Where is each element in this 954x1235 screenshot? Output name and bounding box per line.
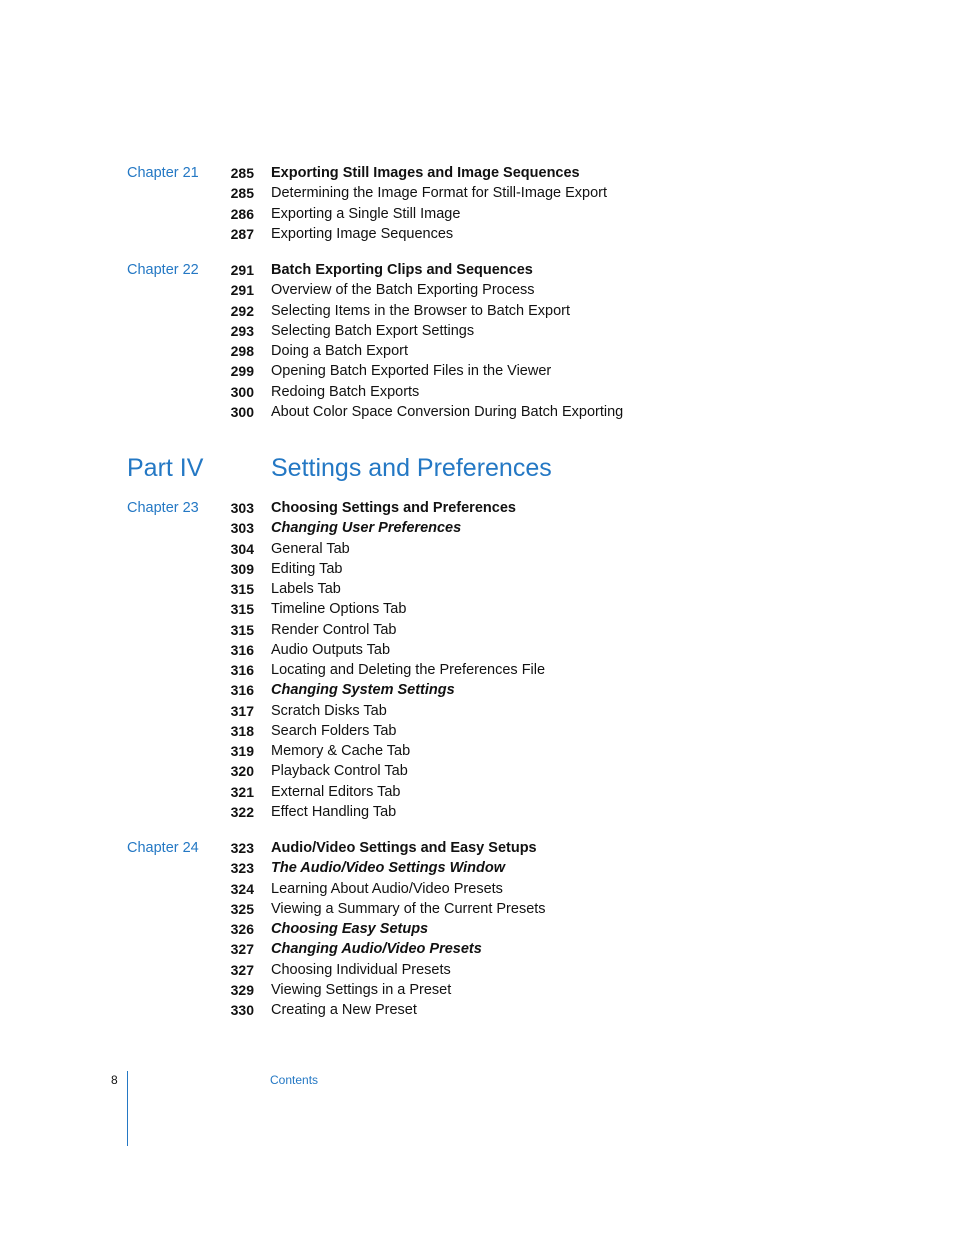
toc-chapter-23 — [0, 498, 954, 822]
entry-title: Exporting Still Images and Image Sequences — [271, 165, 580, 181]
entry-page-number: 285 — [230, 165, 254, 181]
entry-title: Selecting Batch Export Settings — [271, 322, 475, 339]
entry-title: Viewing Settings in a Preset — [271, 981, 452, 998]
entry-title: Effect Handling Tab — [271, 803, 397, 820]
entry-page-number: 327 — [230, 961, 254, 978]
entry-page-number: 285 — [230, 185, 254, 202]
entry-title: Playback Control Tab — [271, 763, 408, 780]
toc-entry[interactable] — [0, 980, 954, 1000]
part-title[interactable]: Settings and Preferences — [271, 454, 552, 482]
entry-page-number: 318 — [230, 722, 254, 739]
toc-entry[interactable] — [0, 321, 954, 341]
entry-title: Selecting Items in the Browser to Batch Export — [271, 302, 570, 319]
entry-page-number: 325 — [230, 900, 254, 917]
toc-entry[interactable] — [0, 163, 954, 183]
footer-section-label[interactable]: Contents — [270, 1073, 319, 1087]
entry-title: Choosing Settings and Preferences — [271, 500, 516, 516]
toc-entry[interactable] — [0, 741, 954, 761]
entry-page-number: 322 — [230, 803, 254, 820]
entry-page-number: 286 — [230, 205, 254, 222]
entry-title: Choosing Individual Presets — [271, 961, 451, 978]
toc-entry[interactable] — [0, 660, 954, 680]
entry-page-number: 317 — [230, 702, 254, 719]
toc-entry[interactable] — [0, 361, 954, 381]
entry-page-number: 321 — [230, 783, 254, 800]
toc-entry[interactable] — [0, 701, 954, 721]
entry-page-number: 287 — [230, 225, 254, 242]
toc-entry[interactable] — [0, 341, 954, 361]
entry-title: Render Control Tab — [271, 621, 397, 638]
toc-chapter-24 — [0, 838, 954, 1020]
chapter-entries — [0, 163, 954, 244]
toc-entry[interactable] — [0, 761, 954, 781]
entry-page-number: 316 — [230, 662, 254, 678]
toc-entry[interactable] — [0, 879, 954, 899]
toc-entry[interactable] — [0, 960, 954, 980]
toc-entry[interactable] — [0, 559, 954, 579]
entry-page-number: 303 — [230, 520, 254, 537]
entry-page-number: 304 — [230, 540, 254, 557]
entry-page-number: 316 — [230, 682, 254, 699]
entry-page-number: 324 — [230, 880, 254, 897]
chapter-entries — [0, 260, 954, 422]
entry-page-number: 329 — [230, 981, 254, 998]
entry-title: Timeline Options Tab — [271, 601, 407, 618]
toc-chapter-21 — [0, 163, 954, 244]
page-number: 8 — [111, 1073, 118, 1087]
chapter-label[interactable]: Chapter 24 — [127, 840, 199, 856]
toc-entry[interactable] — [0, 260, 954, 280]
toc-entry[interactable] — [0, 498, 954, 518]
toc-entry[interactable] — [0, 721, 954, 741]
entry-title: Labels Tab — [271, 581, 341, 597]
entry-title: Search Folders Tab — [271, 722, 397, 739]
toc-entry[interactable] — [0, 382, 954, 402]
toc-chapter-22 — [0, 260, 954, 422]
entry-page-number: 330 — [230, 1002, 254, 1018]
entry-title: Changing User Preferences — [271, 520, 462, 537]
entry-page-number: 323 — [230, 840, 254, 856]
toc-entry[interactable] — [0, 802, 954, 822]
entry-page-number: 291 — [230, 282, 254, 299]
toc-entry[interactable] — [0, 680, 954, 700]
entry-page-number: 320 — [230, 763, 254, 780]
entry-page-number: 316 — [230, 641, 254, 658]
entry-title: Audio/Video Settings and Easy Setups — [271, 840, 537, 856]
toc-entry[interactable] — [0, 224, 954, 244]
toc-entry[interactable] — [0, 939, 954, 959]
entry-title: Opening Batch Exported Files in the Viewer — [271, 363, 552, 380]
entry-title: Viewing a Summary of the Current Presets — [271, 900, 546, 917]
entry-title: Batch Exporting Clips and Sequences — [271, 262, 533, 278]
entry-title: Doing a Batch Export — [271, 343, 409, 359]
toc-entry[interactable] — [0, 301, 954, 321]
entry-title: Determining the Image Format for Still-Image Export — [271, 185, 608, 202]
toc-entry[interactable] — [0, 280, 954, 300]
entry-title: Exporting Image Sequences — [271, 225, 454, 242]
entry-title: Changing System Settings — [271, 682, 455, 699]
chapter-entries — [0, 498, 954, 822]
toc-entry[interactable] — [0, 858, 954, 878]
chapter-label[interactable]: Chapter 21 — [127, 165, 199, 181]
toc-entry[interactable] — [0, 402, 954, 422]
entry-page-number: 309 — [230, 560, 254, 577]
entry-page-number: 291 — [230, 262, 254, 278]
entry-title: Creating a New Preset — [271, 1002, 417, 1018]
entry-page-number: 293 — [230, 322, 254, 339]
chapter-label[interactable]: Chapter 23 — [127, 500, 199, 516]
entry-page-number: 323 — [230, 860, 254, 877]
chapter-label[interactable]: Chapter 22 — [127, 262, 199, 278]
entry-page-number: 327 — [230, 941, 254, 958]
entry-title: Learning About Audio/Video Presets — [271, 880, 503, 897]
toc-entry[interactable] — [0, 579, 954, 599]
toc-entry[interactable] — [0, 204, 954, 224]
toc-entry[interactable] — [0, 640, 954, 660]
toc-entry[interactable] — [0, 620, 954, 640]
chapter-entries — [0, 838, 954, 1020]
entry-page-number: 315 — [230, 581, 254, 597]
footer-rule — [127, 1071, 128, 1146]
toc-entry[interactable] — [0, 838, 954, 858]
entry-page-number: 292 — [230, 302, 254, 319]
entry-title: Scratch Disks Tab — [271, 702, 387, 719]
entry-page-number: 315 — [230, 601, 254, 618]
toc-entry[interactable] — [0, 599, 954, 619]
entry-page-number: 299 — [230, 363, 254, 380]
toc-entry[interactable] — [0, 539, 954, 559]
entry-page-number: 298 — [230, 343, 254, 359]
toc-entry[interactable] — [0, 919, 954, 939]
entry-title: Audio Outputs Tab — [271, 641, 391, 658]
entry-title: The Audio/Video Settings Window — [271, 860, 506, 877]
entry-title: Overview of the Batch Exporting Process — [271, 282, 535, 299]
entry-page-number: 319 — [230, 743, 254, 759]
toc-entry[interactable] — [0, 899, 954, 919]
entry-page-number: 300 — [230, 383, 254, 400]
entry-page-number: 326 — [230, 921, 254, 937]
entry-title: General Tab — [271, 540, 350, 557]
part-heading — [0, 452, 954, 486]
entry-title: Editing Tab — [271, 560, 343, 577]
toc-entry[interactable] — [0, 1000, 954, 1020]
entry-page-number: 315 — [230, 621, 254, 638]
entry-title: Locating and Deleting the Preferences File — [271, 662, 546, 678]
entry-title: Exporting a Single Still Image — [271, 205, 461, 222]
entry-title: Choosing Easy Setups — [271, 921, 429, 937]
toc-entry[interactable] — [0, 518, 954, 538]
part-label[interactable]: Part IV — [127, 454, 204, 482]
entry-title: Redoing Batch Exports — [271, 383, 420, 400]
toc-entry[interactable] — [0, 183, 954, 203]
entry-page-number: 300 — [230, 403, 254, 420]
entry-title: Changing Audio/Video Presets — [271, 941, 482, 958]
entry-title: External Editors Tab — [271, 783, 401, 800]
entry-title: Memory & Cache Tab — [271, 743, 411, 759]
entry-title: About Color Space Conversion During Batch Exporting — [271, 403, 624, 420]
entry-page-number: 303 — [230, 500, 254, 516]
toc-entry[interactable] — [0, 782, 954, 802]
